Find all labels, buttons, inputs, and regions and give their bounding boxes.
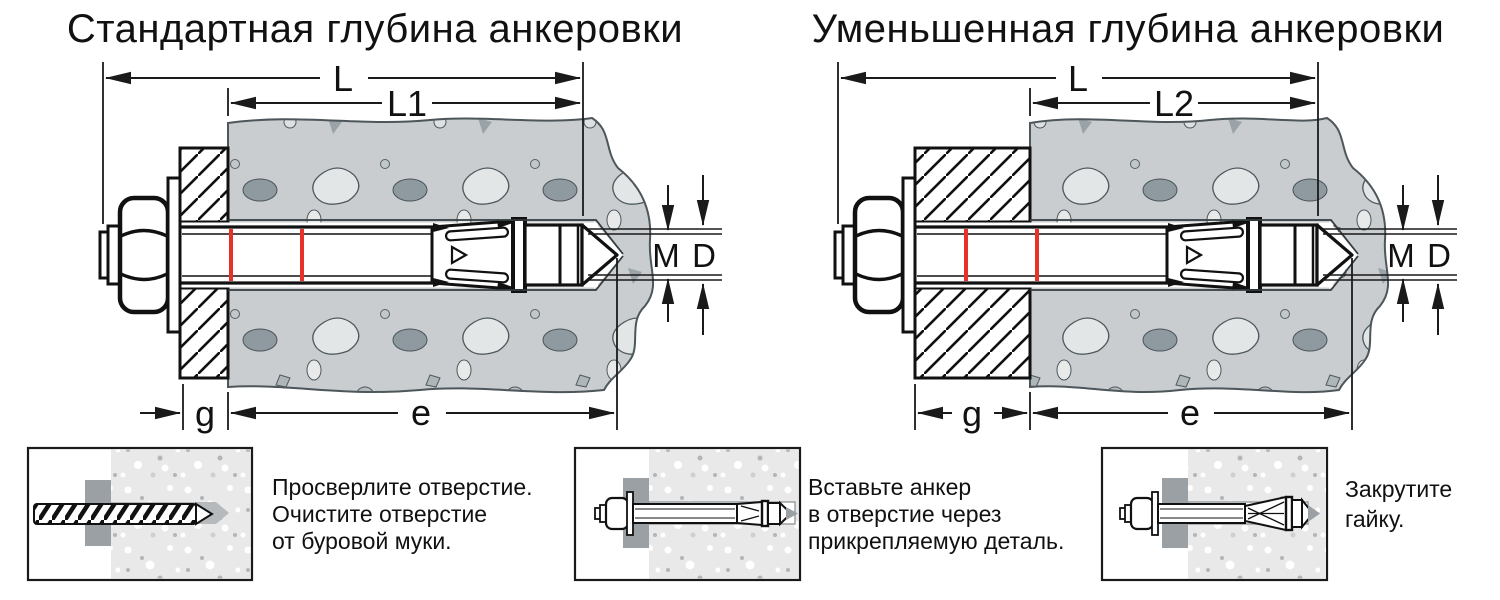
plate-lower: [180, 288, 228, 378]
diagram-reduced-depth: [812, 7, 1457, 434]
dim-label-e: e: [410, 392, 432, 433]
caption-line: Очистите отверстие: [272, 501, 488, 527]
caption-line: Закрутите: [1345, 476, 1453, 502]
step-3-caption: [1345, 476, 1452, 532]
step-2-caption: [808, 474, 1064, 554]
plate-lower: [915, 288, 1030, 378]
plate-upper: [915, 148, 1030, 222]
title-standard: Стандартная глубина анкеровки: [66, 7, 684, 51]
diagram-standard-depth: [67, 7, 722, 434]
step-1-drill: [28, 448, 533, 580]
caption-line: Просверлите отверстие.: [272, 474, 533, 500]
caption-line: прикрепляемую деталь.: [808, 528, 1065, 554]
dim-label-g: g: [194, 393, 216, 434]
title-reduced: Уменьшенная глубина анкеровки: [811, 7, 1445, 51]
dim-label-M: M: [1387, 237, 1415, 274]
step-1-caption: [272, 474, 533, 554]
caption-line: в отверстие через: [808, 501, 1002, 527]
caption-line: гайку.: [1345, 506, 1405, 532]
drill-bit: [34, 504, 212, 524]
step-3-tighten: [1102, 448, 1452, 580]
dim-label-D: D: [692, 237, 716, 274]
caption-line: Вставьте анкер: [808, 474, 972, 500]
dim-label-M: M: [652, 237, 680, 274]
dim-label-L: L: [1067, 58, 1089, 99]
dim-label-g: g: [961, 393, 983, 434]
mini-expansion: [737, 502, 762, 525]
dim-label-D: D: [1427, 237, 1451, 274]
dim-label-e: e: [1179, 392, 1201, 433]
dim-label-L: L: [332, 58, 354, 99]
dim-label-L2: L2: [1153, 83, 1195, 124]
plate-upper: [180, 148, 228, 222]
step-2-insert: [575, 448, 1064, 580]
dim-label-L1: L1: [386, 83, 428, 124]
caption-line: от буровой муки.: [272, 528, 452, 554]
